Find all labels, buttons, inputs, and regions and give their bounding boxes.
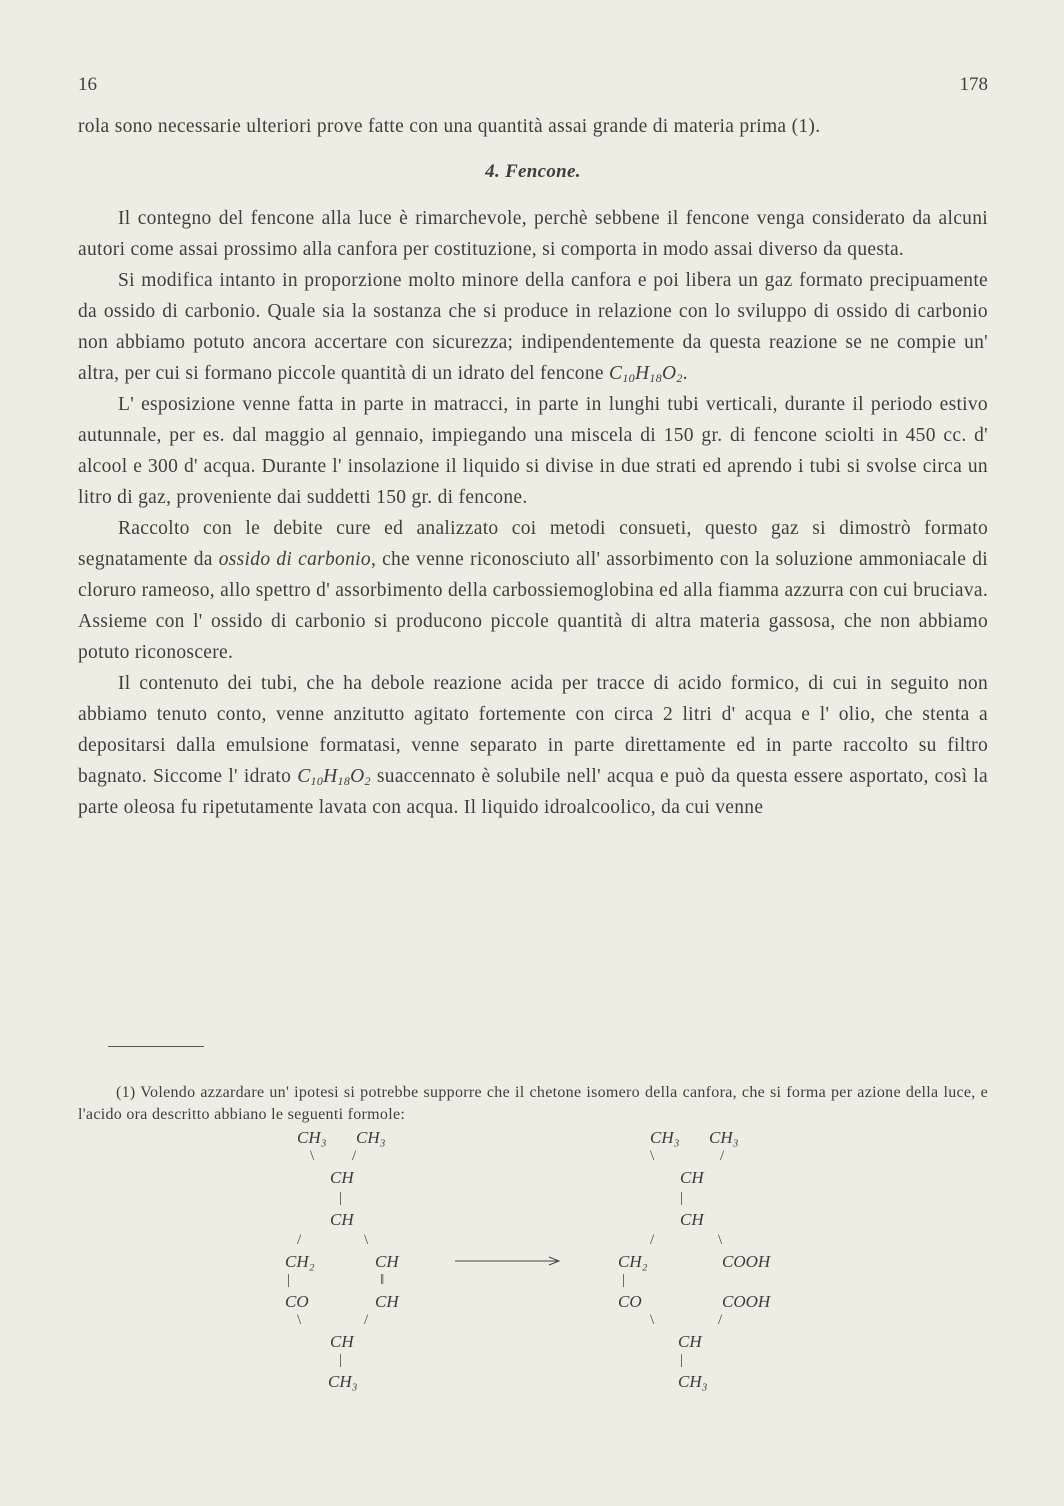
formula-group: CH₃	[650, 1128, 680, 1147]
formula-group: CH₂	[618, 1252, 648, 1271]
bond: \	[310, 1148, 315, 1164]
paragraph-continuation: rola sono necessarie ulteriori prove fatte con una quantità assai grande di materia prima (1).	[78, 116, 821, 137]
bond: /	[650, 1232, 655, 1248]
formula-group: COOH	[722, 1292, 771, 1311]
italic-term: ossido di carbonio	[218, 549, 371, 570]
bond: |	[622, 1272, 626, 1288]
bond: /	[720, 1148, 725, 1164]
bond: |	[339, 1352, 343, 1368]
bond: /	[297, 1232, 302, 1248]
bond: \	[364, 1232, 369, 1248]
formula-group: CH	[330, 1210, 354, 1229]
bond: /	[718, 1312, 723, 1328]
bond: \	[297, 1312, 302, 1328]
formula-group: CO	[285, 1292, 309, 1311]
formula-group: CH	[680, 1168, 704, 1187]
bond: |	[287, 1272, 291, 1288]
bond: |	[680, 1352, 684, 1368]
formula-group: CH	[330, 1168, 354, 1187]
formula-group: COOH	[722, 1252, 771, 1271]
footnote: (1) Volendo azzardare un' ipotesi si potrebbe supporre che il chetone isomero della canfora, che si forma per azione della luce, e l'acido ora descritto abbiano le seguenti formole:	[78, 1084, 988, 1123]
reaction-arrow	[455, 1254, 565, 1268]
formula-group: CH₃	[678, 1372, 708, 1391]
paragraph-5: Il contenuto dei tubi, che ha debole reazione acida per tracce di acido formico, di cui in seguito non abbiamo tenuto conto, venne anzitutto agitato fortemente con circa 2 litri d' acqua e l' olio, che stenta a depositarsi dalla emulsione formatasi, venne separato in parte direttamente ed in parte raccolto su filtro bagnato. Siccome l' idrato $C_{10}H_{18}O_2$ suaccennato è solubile nell' acqua e può da questa essere asportato, così la parte oleosa fu ripetutamente lavata con acqua. Il liquido idroalcoolico, da cui venne	[78, 673, 988, 818]
formula-group: CH	[375, 1292, 399, 1311]
bond: \	[718, 1232, 723, 1248]
formula-group: CH₂	[285, 1252, 315, 1271]
paragraph-1: Il contegno del fencone alla luce è rimarchevole, perchè sebbene il fencone venga considerato da alcuni autori come assai prossimo alla canfora per costituzione, si comporta in modo assai diverso da questa.	[78, 208, 988, 260]
formula-group: CH	[330, 1332, 354, 1351]
formula-group: CH	[680, 1210, 704, 1229]
page-number-right: 178	[959, 74, 988, 95]
paragraph-2-text: Si modifica intanto in proporzione molto minore della canfora e poi libera un gaz formato precipuamente da ossido di carbonio. Quale sia la sostanza che si produce in relazione con lo sviluppo di ossido di carbonio non abbiamo potuto ancora accertare con sicurezza; indipendentemente da questa reazione se ne compie un' altra, per cui si formano piccole quantità di un idrato del fencone	[78, 270, 988, 384]
bond: \	[650, 1148, 655, 1164]
paragraph-4: Raccolto con le debite cure ed analizzato coi metodi consueti, questo gaz si dimostrò formato segnatamente da ossido di carbonio, che venne riconosciuto all' assorbimento con la soluzione ammoniacale di cloruro rameoso, allo spettro d' assorbimento della carbossiemoglobina ed alla fiamma azzurra con cui bruciava. Assieme con l' ossido di carbonio si producono piccole quantità di altra materia gassosa, che non abbiamo potuto riconoscere.	[78, 518, 988, 663]
formula-group: CH₃	[709, 1128, 739, 1147]
page-number-left: 16	[78, 74, 97, 95]
footnote-rule	[108, 1046, 204, 1047]
formula-group: CO	[618, 1292, 642, 1311]
section-heading: 4. Fencone.	[485, 161, 581, 182]
paragraph-2: Si modifica intanto in proporzione molto minore della canfora e poi libera un gaz formato precipuamente da ossido di carbonio. Quale sia la sostanza che si produce in relazione con lo sviluppo di ossido di carbonio non abbiamo potuto ancora accertare con sicurezza; indipendentemente da questa reazione se ne compie un' altra, per cui si formano piccole quantità di un idrato del fencone $C_{10}H_{18}O_2$.	[78, 270, 988, 385]
formula-group: CH₃	[297, 1128, 327, 1147]
bond: ‖	[380, 1272, 385, 1288]
body-text	[78, 111, 988, 823]
chemical-formula-2: $C_{10}H_{18}O_2$	[297, 766, 371, 788]
bond: \	[650, 1312, 655, 1328]
bond: |	[680, 1190, 684, 1206]
bond: /	[364, 1312, 369, 1328]
bond: |	[339, 1190, 343, 1206]
paragraph-3: L' esposizione venne fatta in parte in matracci, in parte in lunghi tubi verticali, durante il periodo estivo autunnale, per es. dal maggio al gennaio, impiegando una miscela di 150 gr. di fencone sciolti in 450 cc. d' alcool e 300 d' acqua. Durante l' insolazione il liquido si divise in due strati ed aprendo i tubi si svolse circa un litro di gaz, proveniente dai suddetti 150 gr. di fencone.	[78, 394, 988, 508]
formula-group: CH₃	[356, 1128, 386, 1147]
formula-group: CH₃	[328, 1372, 358, 1391]
formula-group: CH	[375, 1252, 399, 1271]
bond: /	[352, 1148, 357, 1164]
formula-group: CH	[678, 1332, 702, 1351]
chemical-formula: $C_{10}H_{18}O_2$	[609, 363, 683, 385]
